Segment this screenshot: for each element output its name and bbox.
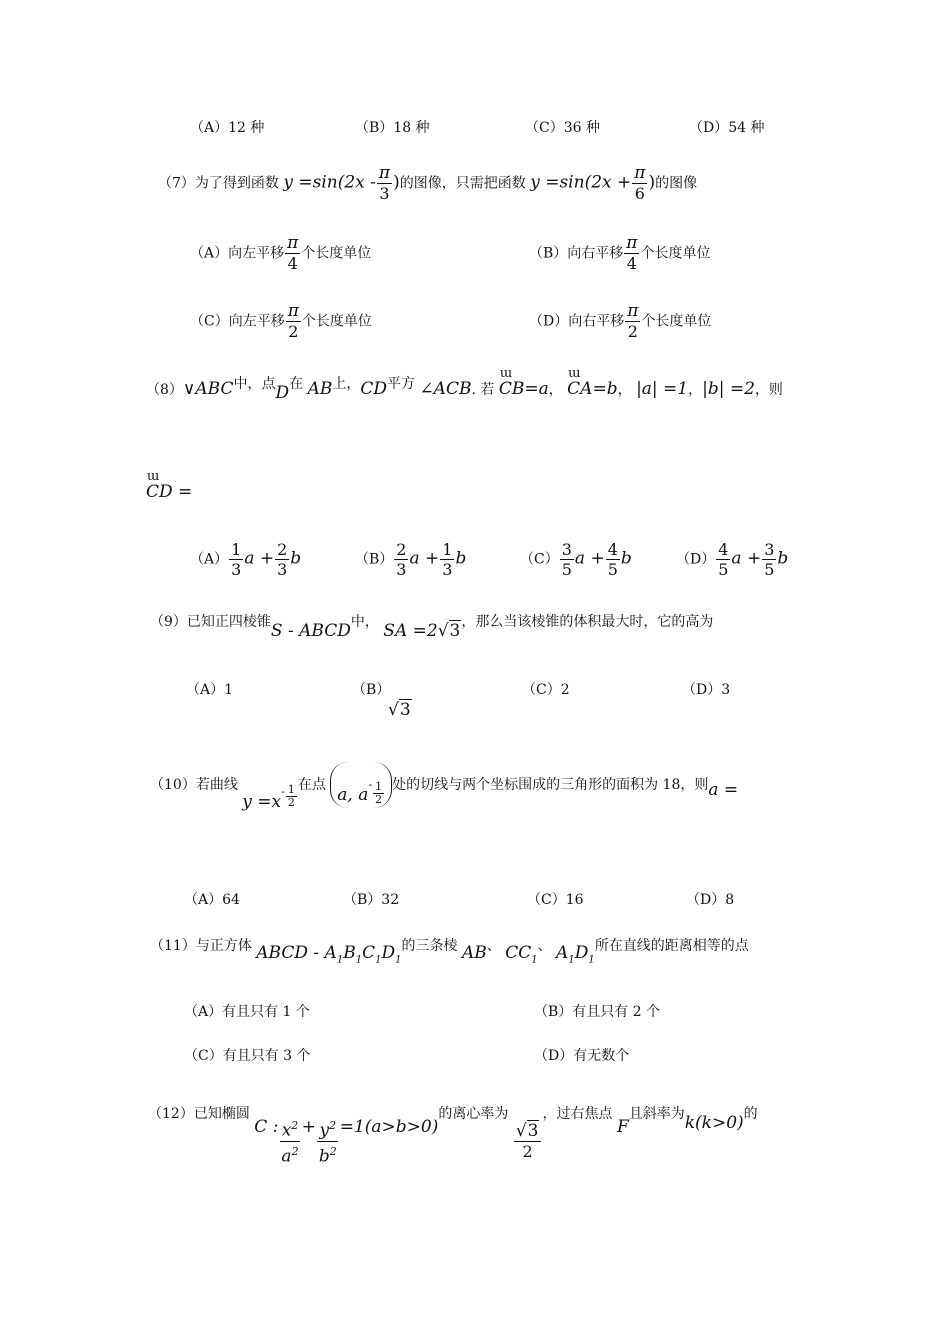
q8-vector-ca: ɯ CA — [567, 379, 592, 399]
q7-func-2-frac: $\frac{\pi}{6}$ — [634, 163, 646, 203]
q7-option-d: （D）向右平移 $\frac{\pi}{2}$ 个长度单位 — [529, 301, 712, 341]
q8-number: （8） — [146, 382, 183, 398]
q7-text-2: 的图像，只需把函数 — [399, 175, 526, 192]
q11-option-c: （C）有且只有 3 个 — [184, 1048, 311, 1064]
q7-func-2: y =sin(2x + — [530, 172, 632, 193]
q10-option-b: （B）32 — [343, 892, 400, 908]
q8-option-a: （A） $\frac{1}{3}$ a + $\frac{2}{3}$ b — [190, 540, 302, 579]
q7-text-1: 为了得到函数 — [194, 175, 279, 192]
q7-stem: （7）为了得到函数 y =sin(2x - $\frac{\pi}{3}$ )的图像，只需把函数 y =sin(2x + $\frac{\pi}{6}$ )的图像 — [158, 163, 698, 203]
q11-option-a: （A）有且只有 1 个 — [184, 1004, 310, 1020]
q7-option-b: （B）向右平移 $\frac{\pi}{4}$ 个长度单位 — [529, 233, 711, 273]
q6-option-a: （A）12 种 — [190, 120, 265, 136]
q6-option-b: （B）18 种 — [355, 120, 430, 136]
q8-option-c: （C） $\frac{3}{5}$ a + $\frac{4}{5}$ b — [520, 540, 632, 579]
q10-option-a: （A）64 — [184, 892, 240, 908]
q11-option-d: （D）有无数个 — [534, 1048, 630, 1064]
q7-func-1-frac: $\frac{\pi}{3}$ — [378, 163, 391, 203]
q8-vector-cb: ɯ CB — [499, 379, 525, 399]
q9-stem: （9）已知正四棱锥S - ABCD中， SA =2√3，那么当该棱锥的体积最大时，它的高为 — [150, 614, 714, 641]
q6-option-c: （C）36 种 — [525, 120, 600, 136]
q9-number: （9） — [150, 614, 187, 630]
q11-stem: （11）与正方体 ABCD - $A_1B_1C_1D_1$的三条棱 AB、 $CC_1$、 $A_1D_1$所在直线的距离相等的点 — [150, 938, 749, 966]
q7-option-c: （C）向左平移 $\frac{\pi}{2}$ 个长度单位 — [190, 301, 372, 341]
q10-point: a, a- $\frac{1}{2}$ — [330, 762, 392, 808]
q8-option-d: （D） $\frac{4}{5}$ a + $\frac{3}{5}$ b — [676, 540, 789, 579]
q10-number: （10） — [150, 777, 196, 793]
q7-func-1: y =sin(2x - — [283, 172, 376, 193]
q9-option-a: （A）1 — [186, 682, 234, 698]
q8-cd-vector: ɯ CD = — [146, 482, 192, 503]
q9-option-d: （D）3 — [682, 682, 731, 698]
q12-number: （12） — [148, 1106, 194, 1122]
q10-option-d: （D）8 — [686, 892, 735, 908]
q12-stem: （12）已知椭圆 C : $\frac{x^2}{a^2}$ + $\frac{y^2}{b^2}$ =1(a>b>0)的离心率为 $\frac{√3}{2}$ ，过右焦点 F且斜率为k(k>0)的 — [148, 1106, 758, 1167]
q7-text-3: 的图像 — [655, 175, 698, 192]
q9-option-b: （B） √3 — [352, 682, 411, 720]
q10-stem: （10）若曲线 $y =x_-$ $\frac{1}{2}$ 在点 a, a- $\frac{1}{2}$ 处的切线与两个坐标围成的三角形的面积为 18，则a = — [150, 762, 738, 812]
q9-option-c: （C）2 — [522, 682, 570, 698]
q10-option-c: （C）16 — [527, 892, 584, 908]
q7-option-a: （A）向左平移 $\frac{\pi}{4}$ 个长度单位 — [190, 233, 372, 273]
q8-stem: （8）∨ABC中，点D在 AB上，CD平方 ∠ACB. 若 ɯ CB=a， ɯ CA=b， |a| =1，|b| =2，则 — [146, 374, 783, 403]
q8-option-b: （B） $\frac{2}{3}$ a + $\frac{1}{3}$ b — [355, 540, 467, 579]
q6-option-d: （D）54 种 — [689, 120, 765, 136]
q11-option-b: （B）有且只有 2 个 — [534, 1004, 661, 1020]
q11-number: （11） — [150, 938, 196, 954]
q7-number: （7） — [158, 175, 195, 192]
